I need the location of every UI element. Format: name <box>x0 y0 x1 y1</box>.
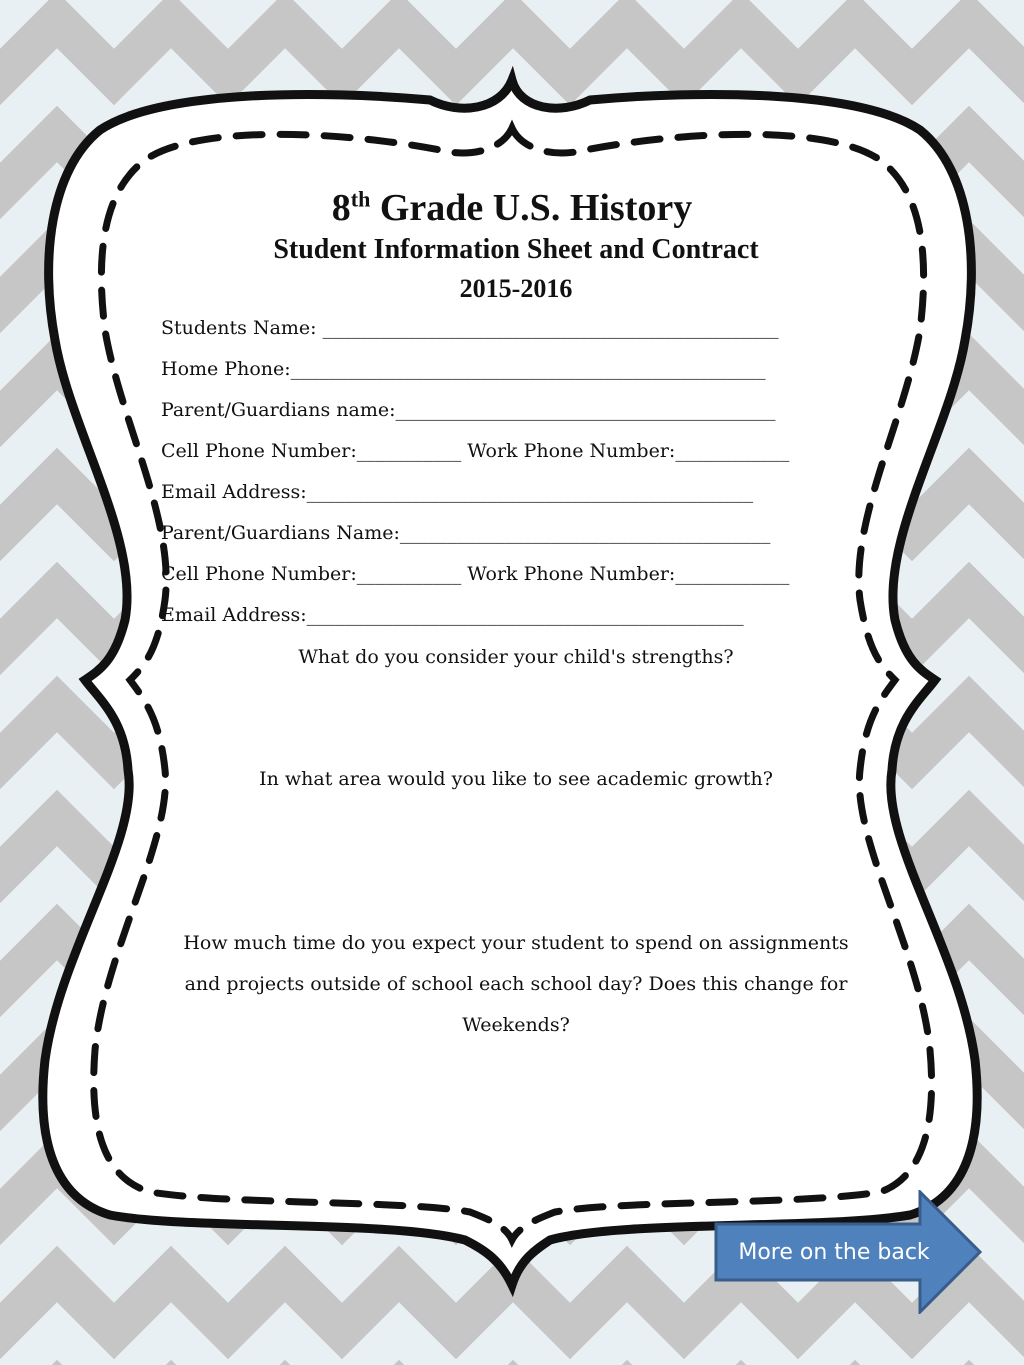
phone-numbers-field-1[interactable]: Cell Phone Number:___________ Work Phone Number:____________ <box>161 440 790 462</box>
page-subtitle: Student Information Sheet and Contract <box>273 234 759 265</box>
email-address-field-2[interactable]: Email Address:______________________________________________ <box>161 604 744 626</box>
students-name-field[interactable]: Students Name: ________________________________________________ <box>161 317 779 339</box>
parent-guardian-name-field-2[interactable]: Parent/Guardians Name:_______________________________________ <box>161 522 771 544</box>
email-address-field-1[interactable]: Email Address:_______________________________________________ <box>161 481 754 503</box>
phone-numbers-field-2[interactable]: Cell Phone Number:___________ Work Phone Number:____________ <box>161 563 790 585</box>
school-year: 2015-2016 <box>459 274 573 303</box>
more-on-back-button[interactable]: More on the back <box>738 1239 930 1265</box>
strengths-question: What do you consider your child's strengths? <box>298 646 734 668</box>
page-title: 8th Grade U.S. History <box>331 186 693 229</box>
growth-question: In what area would you like to see academic growth? <box>259 768 773 790</box>
parent-guardian-name-field-1[interactable]: Parent/Guardians name:________________________________________ <box>161 399 776 421</box>
time-question-line3: Weekends? <box>462 1014 570 1036</box>
home-phone-field[interactable]: Home Phone:__________________________________________________ <box>161 358 766 380</box>
time-question-line2: and projects outside of school each school day? Does this change for <box>184 973 848 995</box>
time-question-line1: How much time do you expect your student to spend on assignments <box>183 932 849 954</box>
